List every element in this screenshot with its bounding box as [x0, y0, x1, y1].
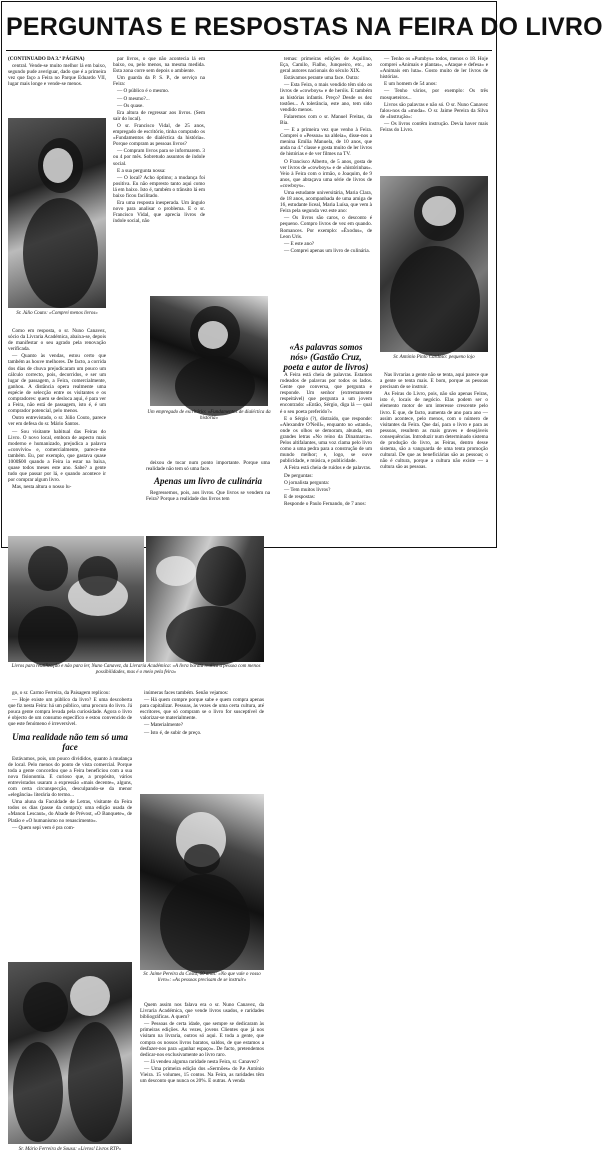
paragraph: Como em resposta, o sr. Nuno Canavez, sócio da Livraria Académica, abaixa-se, depois de manifestar o seu agrado pela renovação verificada.	[8, 328, 106, 353]
caption-francisco-vidal: Um empregado de escritório: «Fundamentos de dialéctica da história»	[147, 410, 271, 421]
photo-figure	[156, 556, 196, 586]
photo-figure	[43, 148, 73, 183]
caption-jaime-pereira: Sr. Jaime Pereira da Costa, 60 anos: «No que vale o vosso livro»: «As pessoas precisam de se instruir»	[143, 972, 261, 983]
photo-figure	[184, 844, 220, 874]
paragraph: Uma estudante universitária, Maria Clara, de 18 anos, acompanhada de uma amiga de 16, estudante liceal, Maria Luísa, que vem à Feira pela segunda vez este ano:	[280, 189, 372, 215]
paragraph: Estávamos perante uma face. Outra:	[284, 75, 360, 82]
paragraph: — Isto é, de subir de preço.	[144, 729, 202, 736]
photo-figure	[390, 246, 480, 356]
paragraph: central. Vende-se muito melhor lá em baixo, segundo pude averiguar, dado que é a primeira vez que faço a Feira no Parque Eduardo VII, lugar mais longe e vende-se menos.	[8, 63, 106, 88]
paragraph: — Pessoas de certa idade, que sempre se dedicaram às primeiras edições. As vezes, jovens Clientes que já nos visitam na livraria, outros só aqui. E toda a gente, que compra os nossos livros baratos, saldos, de que estamos a desfazer-nos para «ganhar espaço». De facto, pretendemos dedicar-nos exclusivamente ao livro raro.	[140, 1021, 264, 1058]
photo-figure	[23, 982, 68, 1032]
photo-figure	[175, 356, 255, 416]
paragraph: inúmeras faces também. Senão vejamos:	[144, 690, 229, 696]
paragraph: — Esta Feira, o mais vendido têm sido os livros de «cowboys» e de heróis. E também as histórias infantis. Preço? Desde os dez tostões... A tolerância, este ano, tem sido vendido menos.	[280, 82, 372, 113]
paragraph: — Compram livros para se informarem. 3 ou 4 por mês. Sobretudo assuntos de índole social.	[113, 148, 205, 167]
paragraph: — Os livros contêm instrução. Devia haver mais Feiras do Livro.	[380, 120, 488, 134]
paragraph: E o Sérgio (?), distraído, que responde: «Alexandre O'Neill», enquanto no «stand», onde os olhos se demoram, abunda, em grandes letras «No reino da Dinamarca». Pelos altifalantes, uma voz clama pelo livro como a uma pedra para a construção de um mundo melhor; e, logo, se ouve publicidade, e música, e publicidade.	[280, 415, 372, 465]
paragraph: As Feiras do Livro, pois, não são apenas Feiras, isto é, locais de negócio. Elas podem ser o elemento motor de um interesse crescente pelo livro. E que, de facto, aumenta de ano para ano — assim acontece, pelo menos, com o número de visitantes da Feira. Que daí, para o livro e para as pessoas, resultem as mais graves e desejáveis consequências. Introduzir num determinado sistema de produção do livro, as Feiras, dentro desse sistema, são a vanguarda de uma tenta promoção cultural. De que as beneficiárias são as pessoas; o não é cultura, porque a cultura não existe — a cultura são as pessoas.	[380, 391, 488, 471]
paragraph: Um guarda da P. S. P., de serviço na Feira:	[113, 75, 205, 88]
paragraph: — Tem muitos livros?	[284, 486, 331, 493]
column-3	[280, 56, 372, 336]
subhead-palavras: «As palavras somos nós» (Gastão Cruz, poeta e autor de livros)	[283, 342, 369, 372]
paragraph: — Tenho vários, por exemplo: Os três mosqueteiros...	[380, 88, 488, 101]
paragraph: — Comprei apenas um livro de culinária.	[284, 247, 371, 254]
paragraph: E um homem de 54 anos:	[384, 81, 437, 88]
column-4-bottom	[380, 372, 488, 536]
photo-figure	[68, 1022, 123, 1142]
photo-francisco-vidal	[150, 296, 268, 406]
paragraph: A Feira está cheia de ruídos e de palavras.	[284, 465, 372, 472]
photo-mario-ferreira	[8, 962, 132, 1144]
column-1-bottom	[8, 328, 106, 532]
paragraph: Quem assim nos falava era o sr. Nuno Canavez, da Livraria Académica, que vende livros usados, e raridades bibliográficas. A quem?	[140, 1002, 264, 1021]
paragraph: — Já vendeu alguma raridade nesta Feira, sr. Canavez?	[144, 1058, 259, 1065]
photo-figure	[160, 874, 250, 974]
column-3-bottom	[280, 372, 372, 536]
paragraph: Era altura de regressar aos livros. (Sem sair do local).	[113, 109, 205, 122]
photo-figure	[70, 976, 110, 1016]
column-lower-2b	[140, 1002, 264, 1162]
photo-nuno-canavez	[8, 536, 144, 662]
paragraph: — O público é o mesmo.	[117, 88, 170, 95]
paragraph: E de respostas:	[284, 493, 316, 500]
paragraph: Era uma resposta inesperada. Um ângulo novo para analisar o problema. E o sr. Francisco Vidal, que aprecia livros de índole social, não	[113, 200, 205, 225]
paragraph: — E este ano?	[284, 240, 315, 247]
photo-figure	[18, 606, 78, 666]
paragraph: — Os quase.	[117, 102, 144, 109]
photo-figure	[23, 198, 98, 308]
paragraph: Livros são palavras e não só. O sr. Nuno Canavez falou-nos da «moda». O sr. Jaime Pereira da Silva de «Instrução»:	[380, 101, 488, 120]
caption-nuno-canavez: Livros para reutilização e não para ler, Nuno Canavez, da Livraria Académica: «A livra barata realiza a pessoa com menos possibilidades, mas é o meio pela feira»	[11, 664, 261, 675]
paragraph: Falaremos com o sr. Manuel Freitas, da Bia.	[280, 113, 372, 126]
photo-figure	[198, 321, 228, 349]
paragraph: Estávamos, pois, um pouco divididos, quanto à mudança de local. Pelo menos do ponto de vista comercial. Porque toda a gente concordou que a Feira beneficiou com a sua nova fisionomia. E curioso que, a propósito, vários entrevistados usaram a expressão «mais decente», alguns, com certa circunspecção, desculpando-se da menor «elegância» literária do termo...	[8, 755, 132, 799]
photo-figure	[166, 606, 256, 666]
paragraph: — Uma primeira edição dos «Sermões» do P.e António Vieira. 15 volumes, 15 contos. Na Feira, as raridades têm um desconto que nunca os 20%. E outras. A venda	[140, 1065, 264, 1085]
paragraph: go, o sr. Carmo Ferreira, da Paisagem replicou:	[12, 690, 110, 696]
column-2-top	[113, 56, 205, 294]
column-1-top	[8, 56, 106, 116]
paragraph: — O local? Acho óptimo; a mudança foi positiva. Eu não empresto tanto aqui como lá em baixo. Isto é, também o trânsito lá em baixo ficou facilitado.	[113, 174, 205, 199]
subhead-realidade: Uma realidade não tem só uma face	[12, 731, 128, 752]
paragraph: — Os livros são caros, o desconto é pequeno. Compro livros de vez em quando. Romances. Por exemplo: «Êxodus», de Leon Uris.	[280, 215, 372, 240]
paragraph: Responde o Paulo Fernando, de 7 anos:	[284, 500, 366, 507]
paragraph: par livros, o que não acontecia lá em baixo, ou, pelo menos, na mesma medida. Esta zona corre sem depois o ambiente.	[113, 56, 205, 75]
paragraph: — Quem sepi vem é pra com-	[12, 824, 75, 831]
paragraph: O Francisco Alberto, de 5 anos, gosta de ver livros de «cowboys» e de «histórinhas». Veio à Feira com o irmão, o Joaquim, de 9 anos, que abraçava uma série de livros de «cowboys».	[280, 158, 372, 189]
paragraph: temas: primeiras edições de Aquilino, Eça, Camilo, Fialho, Junqueiro, etc., ao geral autores nacionais do século XIX.	[280, 56, 372, 75]
headline: PERGUNTAS E RESPOSTAS NA FEIRA DO LIVRO	[6, 13, 603, 41]
photo-bookstall	[146, 536, 264, 662]
column-4-top	[380, 56, 488, 174]
column-2-bottom	[146, 460, 270, 534]
paragraph: — Tenho os «Pumbys» todos, menos o 18. Hoje comprei «Animais e plantas», «Ataque e defesa» e «Animais em luta». Gosto muito de ler livros de histórias.	[380, 56, 488, 81]
paragraph: Outro entrevistado, o sr. Júlio Couto, parece ver em defesa do sr. Mário Santos.	[8, 415, 106, 428]
photo-figure	[196, 546, 246, 606]
paragraph: Nas livrarias a gente não se tenta, aqui parece que a gente se tenta mais. E bom, porque as pessoas precisam de se instruir.	[380, 372, 488, 391]
paragraph: O jornalista pergunta:	[284, 479, 330, 486]
paragraph: Uma aluna da Faculdade de Letras, visitante da Feira todos os dias (passe da compra): uma edição usada de «Manon Lescaut», do Abade de Prévost, «O Banquete», de Platão e «O humanismo no renascimento».	[8, 799, 132, 824]
paragraph: Regressemos, pois, aos livros. Que livros se vendem na Feira? Porque a realidade dos livros tem	[146, 490, 270, 503]
photo-figure	[13, 1042, 63, 1142]
paragraph: O sr. Francisco Vidal, de 25 anos, empregado de escritório, tinha comprado os «Fundamentos de dialéctica da história». Porque compram as pessoas livros?	[113, 122, 205, 148]
paragraph: De perguntas:	[284, 472, 313, 479]
paragraph: deixou de tocar num ponto importante. Porque uma realidade não tem só uma face.	[146, 460, 270, 473]
paragraph: — Sou visitante habitual das Feiras do Livro. O novo local, embora de aspecto mais moderno e humanizado, prejudica a palavra «convívio» e, comercialmente, parece-me também. Eu, por exemplo, que gastava quase 1000$00 quando a Feira ia estar na baixa, quase todos meses este ano. Sabe? a gente tudo que passar por lá, e quando acontece ir por comprar algum livro.	[8, 428, 106, 484]
photo-figure	[422, 196, 456, 226]
paragraph: — Materialmente?	[144, 722, 184, 729]
paragraph: E a sua pergunta nossa:	[117, 167, 166, 174]
photo-jaime-pereira	[140, 794, 264, 970]
photo-julio-couto	[8, 118, 106, 308]
subhead-culinaria: Apenas um livro de culinária	[153, 476, 262, 487]
paragraph: — Hoje existe um público da livro? E uma descoberta que fiz nesta Feira: há um público, uma procura do livro. Já pouca gente compra levada pela curiosidade. Agora o livro é objecto de um consumo específico e estou convencido de que este fenómeno é irreversível.	[8, 697, 132, 728]
photo-antonio-pinto-cardoso	[380, 176, 488, 352]
photo-figure	[78, 556, 118, 596]
paragraph: — Quanto às vendas, estou certo que também as houve melhores. De facto, a corrida dos dias de chuva prejudicaram um pouco um cálculo correcto, pois, decorridos, e ser um lugar de passagem, a Feira, comercialmente, ganhou. A distância opera realmente uma espécie de selecção entre os visitantes e os compradores: quem se desloca aqui, é para ver a Feira, não está de passagem, isto é, é um comprador potencial, pelo menos.	[8, 353, 106, 415]
paragraph: Mas, nesta altura o nosso lu-	[12, 484, 72, 491]
caption-antonio-pinto-cardoso: Sr. António Pinto Cardoso: pequeno lojo	[393, 355, 475, 360]
paragraph: A Feira está cheia de palavras. Estamos rodeados de palavras por todos os lados. Gente que conversa, que pergunta e responde. Um senhor (extremamente respeitável) que pergunta a um jovem encontrado: «Então, Sérgio, diga lá — qual é o seu poeta preferido?»	[280, 372, 372, 415]
paragraph: — Há quem compre porque sabe e quem compra apenas para capitalizar. Pessoas, às vezes de uma certa cultura, até escritores, que só compram se o livro for susceptível de valorizar-se materialmente.	[140, 697, 264, 722]
caption-julio-couto: Sr. Júlio Couto: «Comprei menos livros»	[16, 311, 98, 316]
caption-mario-ferreira: Sr. Mário Ferreira de Sousa: «Livros! Livros RTP»	[18, 1147, 122, 1152]
paragraph: — E a primeira vez que venho à Feira. Comprei o «Pessoa» na aldeia», disse-nos a menina Emília Manuela, de 10 anos, que anda na 4.ª classe e gosta muito de ler livros de histórias e de ver filmes na TV.	[280, 127, 372, 158]
photo-figure	[28, 546, 68, 591]
column-lower-2	[140, 690, 264, 790]
headline-rule	[6, 50, 492, 51]
paragraph: — O mesmo?...	[117, 95, 150, 102]
continued-label: (CONTINUADO DA 3.ª PÁGINA)	[8, 56, 85, 62]
